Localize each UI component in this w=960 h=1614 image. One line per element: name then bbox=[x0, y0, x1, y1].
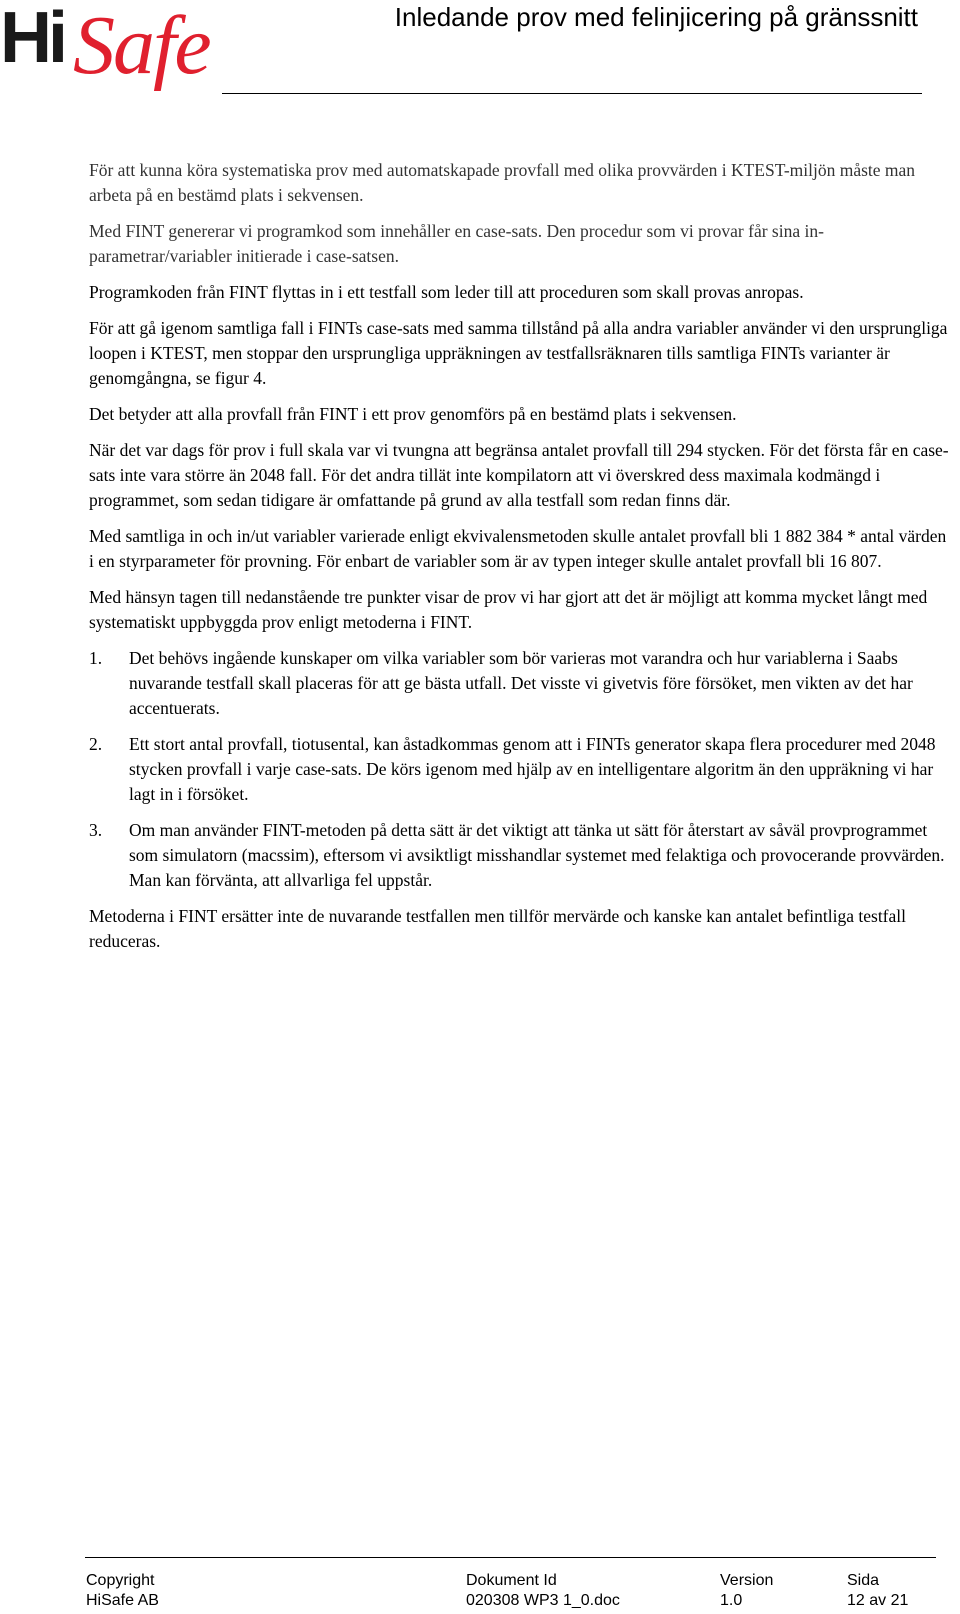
footer-document-value: 020308 WP3 1_0.doc bbox=[466, 1592, 620, 1609]
hisafe-logo bbox=[0, 2, 210, 106]
list-item-number: 3. bbox=[89, 820, 103, 840]
footer-page-label: Sida bbox=[847, 1572, 880, 1589]
footer-document-id bbox=[466, 1571, 620, 1611]
logo-safe-text: Safe bbox=[73, 0, 210, 92]
body-paragraph-6: När det var dags för prov i full skala var vi tvungna att begränsa antalet provfall till 294 stycken. För det första får en case-sats inte vara större än 2048 fall. För det andra tillät inte kompilatorn att vi överskred dess maximala kodmängd i programmet, som sedan tidigare är omfattande på grund av alla testfall som redan finns där. bbox=[89, 440, 949, 510]
closing-paragraph: Metoderna i FINT ersätter inte de nuvarande testfallen men tillför mervärde och kanske kan antalet befintliga testfall reduceras. bbox=[89, 906, 907, 951]
list-item bbox=[89, 732, 949, 807]
footer-version bbox=[720, 1571, 773, 1611]
footer-divider bbox=[85, 1557, 936, 1558]
list-item-text: Om man använder FINT-metoden på detta sätt är det viktigt att tänka ut sätt för återstart av såväl provprogrammet som simulatorn (macssim), eftersom vi avsiktligt misshandlar systemet med felaktiga och provocerande provvärden. Man kan förvänta, att allvarliga fel uppstår. bbox=[129, 820, 945, 890]
footer-copyright-value: HiSafe AB bbox=[86, 1592, 159, 1609]
list-item bbox=[89, 646, 949, 721]
footer-page-value: 12 av 21 bbox=[847, 1592, 909, 1609]
body-paragraph-3: Programkoden från FINT flyttas in i ett testfall som leder till att proceduren som skall provas anropas. bbox=[89, 282, 804, 302]
list-item-text: Ett stort antal provfall, tiotusental, kan åstadkommas genom att i FINTs generator skapa flera procedurer med 2048 stycken provfall i varje case-sats. De körs igenom med hjälp av en intelligentare algoritm än den uppräkning vi har lagt in i försöket. bbox=[129, 734, 936, 804]
footer-copyright-label: Copyright bbox=[86, 1572, 155, 1589]
header-divider bbox=[222, 93, 922, 94]
list-item-number: 2. bbox=[89, 734, 103, 754]
numbered-list bbox=[89, 646, 949, 893]
body-paragraph-7: Med samtliga in och in/ut variabler varierade enligt ekvivalensmetoden skulle antalet provfall bli 1 882 384 * antal värden i en styrparameter för provning. För enbart de variabler som är av typen integer skulle antalet provfall bli 16 807. bbox=[89, 526, 947, 571]
body-paragraph-8: Med hänsyn tagen till nedanstående tre punkter visar de prov vi har gjort att det är möjligt att komma mycket långt med systematiskt uppbyggda prov enligt metoderna i FINT. bbox=[89, 587, 928, 632]
footer-version-value: 1.0 bbox=[720, 1592, 743, 1609]
body-paragraph-5: Det betyder att alla provfall från FINT i ett prov genomförs på en bestämd plats i sekvensen. bbox=[89, 404, 737, 424]
list-item bbox=[89, 818, 949, 893]
footer-version-label: Version bbox=[720, 1572, 774, 1589]
footer-page bbox=[847, 1571, 908, 1611]
body-paragraph-4: För att gå igenom samtliga fall i FINTs case-sats med samma tillstånd på alla andra variabler använder vi den ursprungliga loopen i KTEST, men stoppar den ursprungliga uppräkningen av testfallsräknaren tills samtliga FINTs varianter är genomgångna, se figur 4. bbox=[89, 318, 948, 388]
document-body bbox=[89, 158, 949, 965]
list-item-text: Det behövs ingående kunskaper om vilka variabler som bör varieras mot varandra och hur variablerna i Saabs nuvarande testfall skall placeras för att ge bästa utfall. Det visste vi givetvis före försöket, men vikten av det har accentuerats. bbox=[129, 648, 913, 718]
footer-document-label: Dokument Id bbox=[466, 1572, 557, 1589]
list-item-number: 1. bbox=[89, 648, 103, 668]
logo-hi-text: Hi bbox=[0, 0, 64, 78]
body-paragraph-2: Med FINT genererar vi programkod som innehåller en case-sats. Den procedur som vi provar får sina in-parametrar/variabler initierade i case-satsen. bbox=[89, 221, 824, 266]
document-header-title: Inledande prov med felinjicering på gränssnitt bbox=[394, 2, 918, 32]
body-paragraph-1: För att kunna köra systematiska prov med automatskapade provfall med olika provvärden i KTEST-miljön måste man arbeta på en bestämd plats i sekvensen. bbox=[89, 160, 916, 205]
footer-copyright bbox=[86, 1571, 159, 1611]
